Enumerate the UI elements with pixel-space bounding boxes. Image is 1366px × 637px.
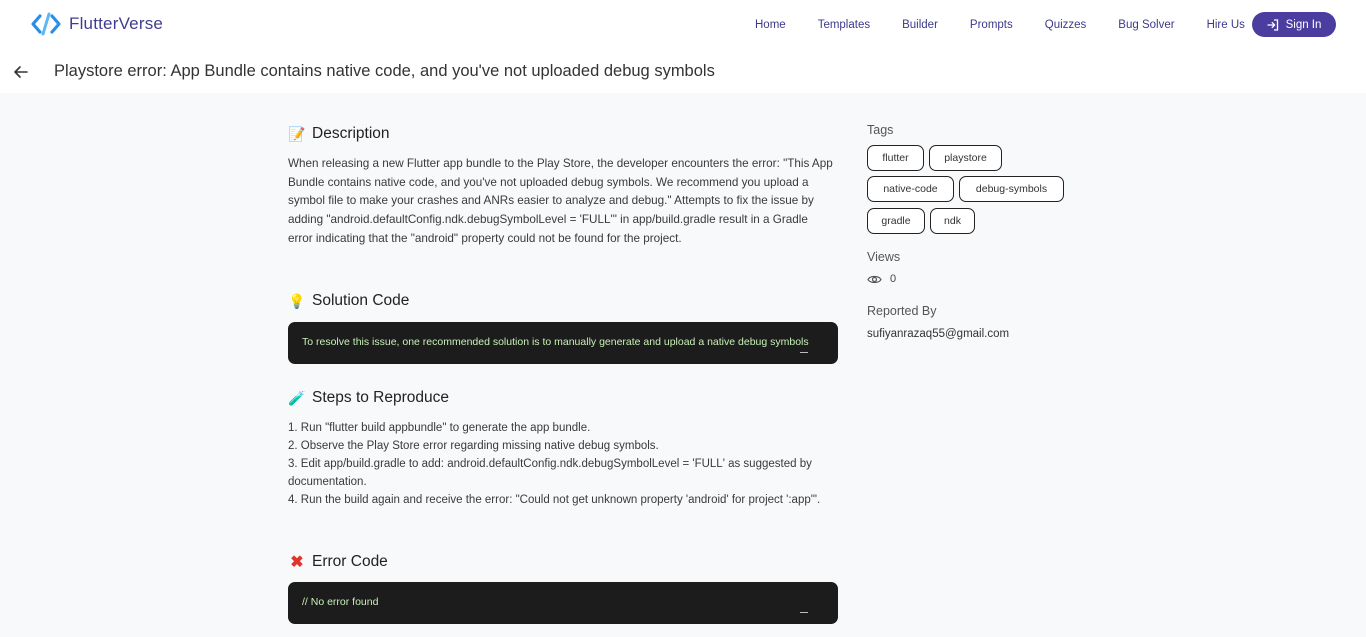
scroll-indicator xyxy=(800,612,808,613)
lightbulb-icon: 💡 xyxy=(288,292,306,309)
scroll-indicator xyxy=(800,352,808,353)
brand-name: FlutterVerse xyxy=(69,14,164,33)
steps-heading xyxy=(288,389,449,407)
nav-templates[interactable]: Templates xyxy=(817,19,871,31)
back-arrow-icon[interactable] xyxy=(12,63,30,81)
error-code-text: // No error found xyxy=(302,596,379,608)
error-heading xyxy=(288,552,388,572)
tag-native-code[interactable]: native-code xyxy=(867,176,954,202)
sign-in-label: Sign In xyxy=(1285,18,1322,31)
page-title: Playstore error: App Bundle contains native code, and you've not uploaded debug symbols xyxy=(54,62,715,80)
tag-playstore[interactable]: playstore xyxy=(929,145,1002,171)
nav-builder[interactable]: Builder xyxy=(902,19,938,31)
nav-prompts[interactable]: Prompts xyxy=(969,19,1013,31)
error-heading-text: Error Code xyxy=(312,553,388,570)
description-heading xyxy=(288,125,390,143)
steps-list xyxy=(288,419,838,509)
memo-icon: 📝 xyxy=(288,125,306,142)
tag-gradle[interactable]: gradle xyxy=(867,208,925,234)
nav-hire-us[interactable]: Hire Us xyxy=(1206,19,1245,31)
cross-mark-icon: ✖ xyxy=(290,554,304,571)
views-label: Views xyxy=(867,250,901,264)
main-nav xyxy=(755,0,1277,50)
eye-icon xyxy=(867,274,882,285)
tags-label: Tags xyxy=(867,123,894,137)
nav-quizzes[interactable]: Quizzes xyxy=(1044,19,1087,31)
reporter-email: sufiyanrazaq55@gmail.com xyxy=(867,328,1010,340)
description-heading-text: Description xyxy=(312,125,390,142)
title-bar xyxy=(0,50,1366,93)
sign-in-button[interactable] xyxy=(1252,12,1336,37)
code-bracket-logo-icon xyxy=(30,12,62,36)
step-item: 3. Edit app/build.gradle to add: android.defaultConfig.ndk.debugSymbolLevel = 'FULL' as suggested by documentation. xyxy=(288,458,812,488)
step-item: 1. Run "flutter build appbundle" to generate the app bundle. xyxy=(288,422,591,434)
solution-code-block[interactable] xyxy=(288,322,838,364)
reported-by-label: Reported By xyxy=(867,304,937,318)
views-number: 0 xyxy=(890,273,897,285)
error-code-block[interactable] xyxy=(288,582,838,624)
views-count xyxy=(867,273,896,285)
nav-bug-solver[interactable]: Bug Solver xyxy=(1118,19,1175,31)
solution-heading xyxy=(288,292,409,310)
top-navbar xyxy=(0,0,1366,50)
solution-code-text: To resolve this issue, one recommended solution is to manually generate and upload a native debug symbols xyxy=(302,336,809,348)
tag-debug-symbols[interactable]: debug-symbols xyxy=(959,176,1064,202)
nav-home[interactable]: Home xyxy=(755,19,786,31)
step-item: 4. Run the build again and receive the error: "Could not get unknown property 'android' for project ':app'". xyxy=(288,494,821,506)
tag-ndk[interactable]: ndk xyxy=(930,208,975,234)
login-icon xyxy=(1267,19,1279,31)
step-item: 2. Observe the Play Store error regarding missing native debug symbols. xyxy=(288,440,659,452)
brand-logo[interactable] xyxy=(30,12,163,36)
description-text: When releasing a new Flutter app bundle to the Play Store, the developer encounters the error: "This App Bundle contains native code, and you've not uploaded debug symbols. We recommend you upload a symbol file to make your crashes and ANRs easier to analyze and debug." Attempts to fix the issue by adding "android.defaultConfig.ndk.debugSymbolLevel = 'FULL'" in app/build.gradle result in a Gradle error indicating that the "android" property could not be found for the project. xyxy=(288,157,833,245)
test-tube-icon: 🧪 xyxy=(288,389,306,406)
tag-flutter[interactable]: flutter xyxy=(867,145,924,171)
steps-heading-text: Steps to Reproduce xyxy=(312,389,450,406)
solution-heading-text: Solution Code xyxy=(312,292,410,309)
